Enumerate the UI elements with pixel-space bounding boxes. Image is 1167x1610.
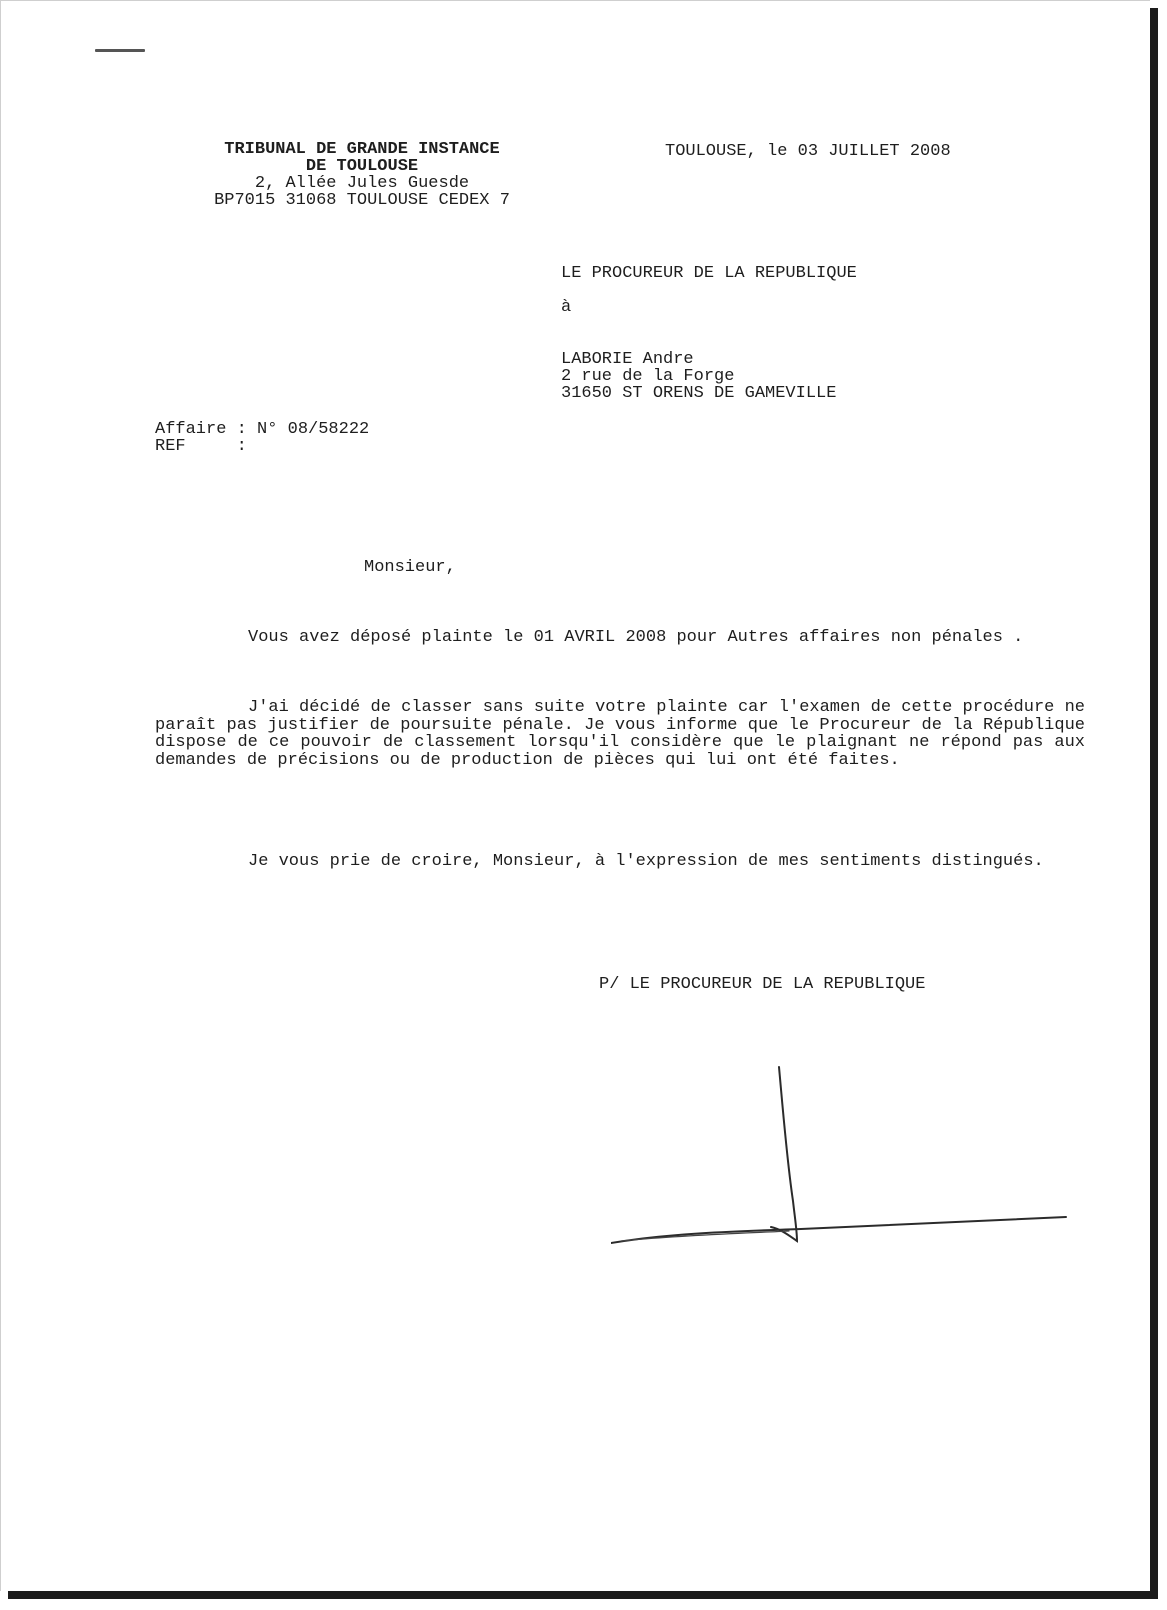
salutation: Monsieur, bbox=[364, 558, 456, 577]
date-line: TOULOUSE, le 03 JUILLET 2008 bbox=[665, 142, 951, 161]
recipient-name: LABORIE Andre bbox=[561, 350, 694, 369]
corner-mark bbox=[95, 49, 145, 52]
court-name-line2: DE TOULOUSE bbox=[305, 157, 419, 176]
recipient-city: 31650 ST ORENS DE GAMEVILLE bbox=[561, 384, 837, 403]
court-header bbox=[177, 141, 547, 209]
recipient-street: 2 rue de la Forge bbox=[561, 367, 735, 386]
signature-title: P/ LE PROCUREUR DE LA REPUBLIQUE bbox=[599, 975, 926, 994]
handwritten-signature bbox=[611, 1061, 1071, 1261]
addressed-to-word: à bbox=[561, 298, 572, 317]
body-paragraph-closing: Je vous prie de croire, Monsieur, à l'expression de mes sentiments distingués. bbox=[248, 852, 1044, 871]
court-address-line2: BP7015 31068 TOULOUSE CEDEX 7 bbox=[214, 191, 510, 210]
court-address-line1: 2, Allée Jules Guesde bbox=[254, 174, 470, 193]
court-name-line1: TRIBUNAL DE GRANDE INSTANCE bbox=[224, 140, 500, 159]
case-reference bbox=[155, 421, 369, 455]
affaire-number: Affaire : N° 08/58222 bbox=[155, 420, 370, 439]
sender-title: LE PROCUREUR DE LA REPUBLIQUE bbox=[561, 264, 857, 283]
body-paragraph-decision: J'ai décidé de classer sans suite votre plainte car l'examen de cette procédure ne paraît pas justifier de poursuite pénale. Je vous informe que le Procureur de la République dispose de ce pouvoir de classement lorsqu'il considère que le plaignant ne répond pas aux demandes de précisions ou de production de pièces qui lui ont été faites. bbox=[155, 698, 1085, 770]
ref-line: REF : bbox=[155, 437, 247, 456]
body-paragraph-complaint: Vous avez déposé plainte le 01 AVRIL 2008 pour Autres affaires non pénales . bbox=[248, 628, 1024, 647]
recipient-address bbox=[561, 351, 836, 402]
